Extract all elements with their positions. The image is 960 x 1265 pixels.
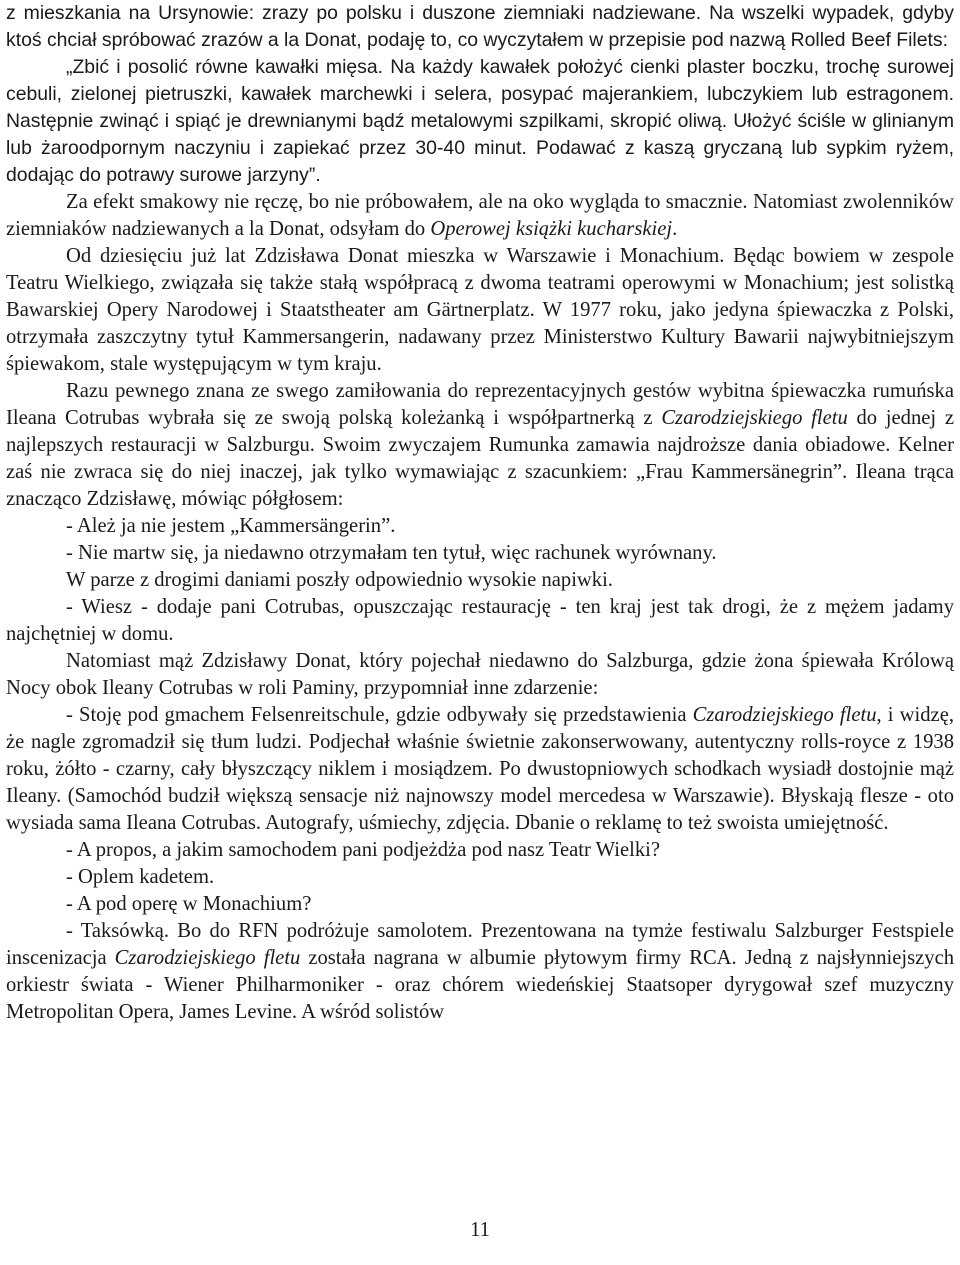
paragraph-husband: Natomiast mąż Zdzisławy Donat, który pojechał niedawno do Salzburga, gdzie żona śpiewała Królową Nocy obok Ileany Cotrubas w roli Paminy, przypomniał inne zdarzenie:: [6, 650, 954, 699]
paragraph-anecdote: [6, 378, 954, 513]
paragraph-rolls-royce: [6, 702, 954, 837]
dialogue-line: - Oplem kadetem.: [66, 866, 215, 888]
page-number: 11: [470, 1219, 490, 1241]
paragraph-biography: Od dziesięciu już lat Zdzisława Donat mieszka w Warszawie i Monachium. Będąc bowiem w zespole Teatru Wielkiego, związała się także stałą współpracą z dwoma teatrami operowymi w Monachium; jest solistką Bawarskiej Opery Narodowej i Staatstheater am Gärtnerplatz. W 1977 roku, jako jedyna śpiewaczka z Polski, otrzymała zaszczytny tytuł Kammersangerin, nadawany przez Ministerstwo Kultury Bawarii najwybitniejszym śpiewakom, stale występującym w tym kraju.: [6, 245, 954, 375]
opera-title: Czarodziejskiego fletu: [661, 407, 848, 429]
paragraph-recipe: „Zbić i posolić równe kawałki mięsa. Na każdy kawałek położyć cienki plaster boczku, trochę surowej cebuli, zielonej pietruszki, kawałek marchewki i selera, posypać majerankiem, lubczykiem lub estragonem. Następnie zwinąć i spiąć je drewnianymi bądź metalowymi szpilkami, skropić oliwą. Ułożyć ściśle w glinianym lub żaroodpornym naczyniu i zapiekać przez 30-40 minut. Podawać z kaszą gryczaną lub sypkim ryżem, dodając do potrawy surowe jarzyny”.: [6, 56, 954, 186]
paragraph-recording: [6, 918, 954, 1026]
text-run: , i widzę, że nagle zgromadził się tłum ludzi. Podjechał właśnie świetnie zakonserwowany, autentyczny rolls-royce z 1938 roku, żółto - czarny, cały błyszczący niklem i mosiądzem. Po dwustopniowych schodkach wysiadł dostojnie mąż Ileany. (Samochód budził większą sensacje niż najnowszy model mercedesa w Warszawie). Błyskają flesze - oto wysiada sama Ileana Cotrubas. Autografy, uśmiechy, zdjęcia. Dbanie o reklamę to też swoista umiejętność.: [6, 704, 954, 834]
opera-title: Czarodziejskiego fletu: [692, 704, 877, 726]
text-run: została nagrana w albumie płytowym firmy RCA. Jedną z najsłynniejszych orkiestr świata - Wiener Philharmoniker - oraz chórem wiedeńskiej Staatsoper dyrygował szef muzyczny Metropolitan Opera, James Levine. A wśród solistów: [6, 947, 955, 1023]
text-run: Razu pewnego znana ze swego zamiłowania do reprezentacyjnych gestów wybitna śpiewaczka rumuńska Ileana Cotrubas wybrała się ze swoją polską koleżanką i współpartnerką z: [6, 380, 954, 429]
paragraph-taste: [6, 189, 954, 243]
dialogue-line: - A pod operę w Monachium?: [66, 893, 312, 915]
dialogue-line: - Wiesz - dodaje pani Cotrubas, opuszczając restaurację - ten kraj jest tak drogi, że z mężem jadamy najchętniej w domu.: [6, 596, 954, 645]
book-title: Operowej książki kucharskiej: [430, 218, 673, 240]
text-run: .: [672, 218, 678, 240]
paragraph-intro: z mieszkania na Ursynowie: zrazy po polsku i duszone ziemniaki nadziewane. Na wszelki wypadek, gdyby ktoś chciał spróbować zrazów a la Donat, podaję to, co wyczytałem w przepisie pod nazwą Rolled Beef Filets:: [6, 2, 954, 51]
text-run: Za efekt smakowy nie ręczę, bo nie próbowałem, ale na oko wygląda to smacznie. Natomiast zwolenników ziemniaków nadziewanych a la Donat, odsyłam do: [6, 191, 954, 240]
text-run: do jednej z najlepszych restauracji w Salzburgu. Swoim zwyczajem Rumunka zamawia najdroższe dania obiadowe. Kelner zaś nie zwraca się do niej inaczej, jak tylko wymawiając z szacunkiem: „Frau Kammersänegrin”. Ileana trąca znacząco Zdzisławę, mówiąc półgłosem:: [6, 407, 955, 510]
text-run: - Taksówką. Bo do RFN podróżuje samolotem. Prezentowana na tymże festiwalu Salzburger Festspiele inscenizacja: [6, 920, 954, 969]
text-run: - Stoję pod gmachem Felsenreitschule, gdzie odbywały się przedstawienia: [66, 704, 693, 726]
document-page: [6, 0, 954, 1026]
dialogue-line: - A propos, a jakim samochodem pani podjeżdża pod nasz Teatr Wielki?: [66, 839, 661, 861]
opera-title: Czarodziejskiego fletu: [114, 947, 301, 969]
paragraph-tips: W parze z drogimi daniami poszły odpowiednio wysokie napiwki.: [66, 569, 613, 591]
dialogue-line: - Nie martw się, ja niedawno otrzymałam ten tytuł, więc rachunek wyrównany.: [66, 542, 717, 564]
dialogue-line: - Alеż ja nie jestem „Kammersängerin”.: [66, 515, 396, 537]
